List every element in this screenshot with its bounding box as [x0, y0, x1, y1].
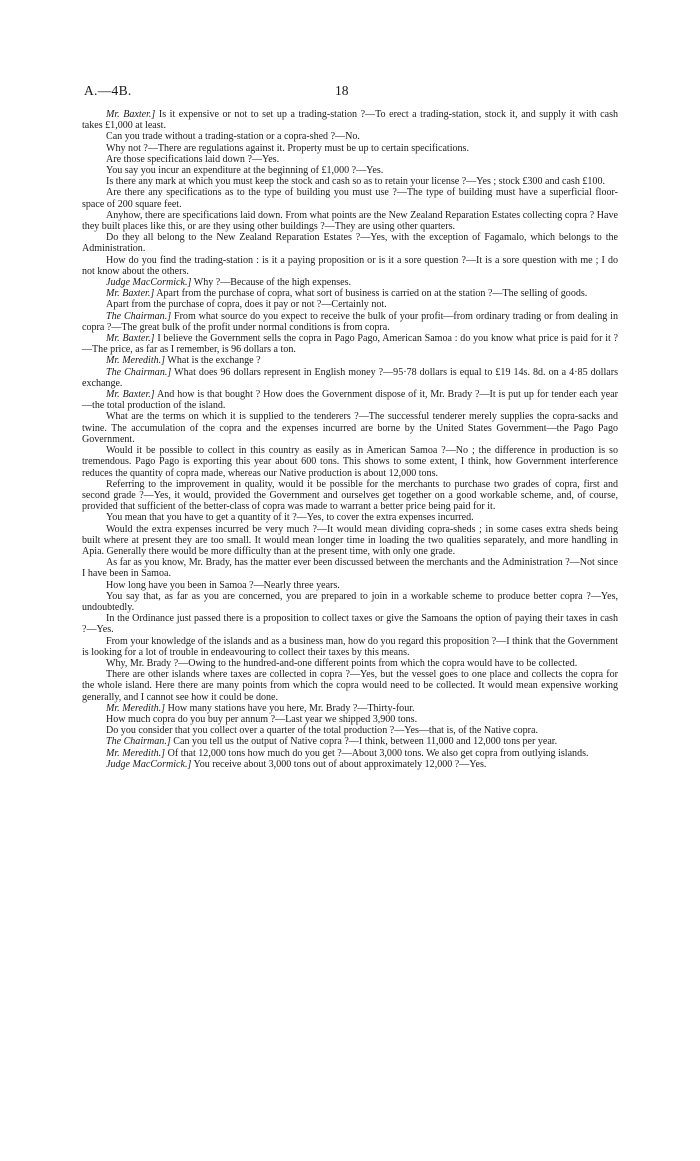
paragraph: [82, 557, 618, 579]
paragraph-text: What does 96 dollars represent in English money ?—95·78 dollars is equal to £19 14s. 8d. on a 4·85 dollars exchange.: [82, 366, 618, 389]
paragraph-text: You say that, as far as you are concerned, you are prepared to join in a workable scheme to produce better copra ?—Yes, undoubtedly.: [82, 590, 618, 613]
paragraph: [82, 143, 618, 154]
paragraph: [82, 210, 618, 232]
paragraph-text: How do you find the trading-station : is it a paying proposition or is it a sore question ?—It is a sore question with me ; I do not know about the others.: [82, 254, 618, 277]
speaker-label: The Chairman.]: [106, 310, 172, 322]
paragraph-text: Why, Mr. Brady ?—Owing to the hundred-and-one different points from which the copra would have to be collected.: [106, 657, 578, 669]
paragraph: [82, 311, 618, 333]
paragraph: [82, 131, 618, 142]
paragraph: [82, 591, 618, 613]
speaker-label: Mr. Meredith.]: [106, 355, 166, 367]
paragraph-text: Are there any specifications as to the type of building you must use ?—The type of building must have a superficial floor-space of 200 square feet.: [82, 187, 618, 210]
paragraph-text: You say you incur an expenditure at the beginning of £1,000 ?—Yes.: [106, 165, 384, 177]
paragraph: [82, 759, 618, 770]
paragraph-text: I believe the Government sells the copra in Pago Pago, American Samoa : do you know what price is paid for it ?—The price, as far as I remember, is 96 dollars a ton.: [82, 333, 619, 356]
paragraph: [82, 154, 618, 165]
paragraph: [82, 109, 618, 131]
paragraph: [82, 524, 618, 558]
page-reference: A.—4B.: [84, 83, 132, 98]
paragraph-text: Apart from the purchase of copra, what sort of business is carried on at the station ?—The selling of goods.: [154, 288, 588, 300]
paragraph: [82, 636, 618, 658]
paragraph-text: Would it be possible to collect in this country as easily as in American Samoa ?—No ; the difference in production is so tremendous. Pago Pago is exporting this year about 600 tons. This shows to some extent, I think, how Government interference reduces the quantity of copra made, whereas our Native production is about 12,000 tons.: [82, 445, 618, 479]
paragraph-text: How long have you been in Samoa ?—Nearly three years.: [106, 579, 340, 591]
paragraph-text: From what source do you expect to receive the bulk of your profit—from ordinary trading or from dealing in copra ?—The great bulk of the profit under normal conditions is from copra.: [82, 310, 618, 333]
paragraph: [82, 725, 618, 736]
paragraph: [82, 255, 618, 277]
speaker-label: Mr. Baxter.]: [106, 333, 155, 345]
paragraph: [82, 714, 618, 725]
paragraph-text: How much copra do you buy per annum ?—Last year we shipped 3,900 tons.: [106, 713, 418, 725]
paragraph: [82, 613, 618, 635]
paragraph: [82, 367, 618, 389]
speaker-label: The Chairman.]: [106, 736, 171, 748]
paragraph: [82, 299, 618, 310]
speaker-label: Mr. Baxter.]: [106, 288, 155, 300]
paragraph-text: Of that 12,000 tons how much do you get ?—About 3,000 tons. We also get copra from outlying islands.: [165, 747, 589, 759]
paragraph-text: Would the extra expenses incurred be very much ?—It would mean dividing copra-sheds ; in some cases extra sheds being built where at present they are too small. It would mean longer time in loading the two qualities separately, and more handling in Apia. Generally there would be more difficulty than at the present time, with only one grade.: [82, 523, 618, 557]
paragraph: [82, 333, 618, 355]
paragraph-text: In the Ordinance just passed there is a proposition to collect taxes or give the Samoans the option of paying their taxes in cash ?—Yes.: [82, 613, 618, 636]
page-number: 18: [335, 83, 349, 98]
paragraph: [82, 355, 618, 366]
paragraph-text: Can you tell us the output of Native copra ?—I think, between 11,000 and 12,000 tons per year.: [170, 736, 558, 748]
paragraph-text: Is it expensive or not to set up a trading-station ?—To erect a trading-station, stock it, and supply it with cash takes £1,000 at least.: [82, 109, 618, 132]
paragraph: [82, 669, 618, 703]
paragraph-text: What are the terms on which it is supplied to the tenderers ?—The successful tenderer merely supplies the copra-sacks and twine. The accumulation of the copra and the expenses incurred are borne by the United States Government—the Pago Pago Government.: [82, 411, 618, 445]
paragraph-text: There are other islands where taxes are collected in copra ?—Yes, but the vessel goes to one place and collects the copra for the whole island. Here there are many points from which the copra would need to be collected. It would mean expensive working generally, and I cannot see how it could be done.: [82, 669, 618, 703]
document-body: [82, 109, 618, 770]
paragraph-text: Do you consider that you collect over a quarter of the total production ?—Yes—that is, of the Native copra.: [106, 725, 538, 737]
speaker-label: Mr. Baxter.]: [106, 109, 156, 120]
paragraph: [82, 479, 618, 513]
paragraph-text: You receive about 3,000 tons out of about approximately 12,000 ?—Yes.: [191, 758, 487, 770]
paragraph-text: And how is that bought ? How does the Government dispose of it, Mr. Brady ?—It is put up for tender each year—the total production of the island.: [82, 389, 619, 412]
speaker-label: Judge MacCormick.]: [106, 758, 192, 770]
paragraph-text: Anyhow, there are specifications laid down. From what points are the New Zealand Reparation Estates collecting copra ? Have they built places like this, or are they using other buildings ?—They are using other quarters.: [82, 209, 618, 233]
paragraph: [82, 658, 618, 669]
paragraph: [82, 512, 618, 523]
paragraph-text: Is there any mark at which you must keep the stock and cash so as to retain your license ?—Yes ; stock £300 and cash £100.: [106, 176, 605, 188]
speaker-label: Mr. Meredith.]: [106, 747, 166, 759]
paragraph: [82, 165, 618, 176]
paragraph-text: As far as you know, Mr. Brady, has the matter ever been discussed between the merchants and the Administration ?—Not since I have been in Samoa.: [82, 557, 618, 580]
paragraph-text: Why ?—Because of the high expenses.: [191, 277, 352, 289]
paragraph-text: Are those specifications laid down ?—Yes.: [106, 153, 280, 165]
paragraph: [82, 580, 618, 591]
speaker-label: Mr. Meredith.]: [106, 702, 166, 714]
paragraph-text: You mean that you have to get a quantity of it ?—Yes, to cover the extra expenses incurred.: [106, 512, 474, 524]
paragraph-text: From your knowledge of the islands and as a business man, how do you regard this proposition ?—I think that the Government is looking for a lot of trouble in endeavouring to collect their taxes by this means.: [82, 635, 618, 658]
paragraph: [82, 748, 618, 759]
paragraph: [82, 411, 618, 445]
paragraph: [82, 736, 618, 747]
paragraph: [82, 176, 618, 187]
paragraph: [82, 703, 618, 714]
paragraph-text: How many stations have you here, Mr. Brady ?—Thirty-four.: [165, 702, 415, 714]
paragraph: [82, 232, 618, 254]
paragraph-text: Referring to the improvement in quality, would it be possible for the merchants to purchase two grades of copra, first and second grade ?—Yes, it would, provided the Government and ourselves get together on a good workable scheme, and, of course, provided that sufficient of the better-class of copra was made to warrant a better price being paid for it.: [82, 478, 618, 513]
speaker-label: Judge MacCormick.]: [106, 277, 192, 289]
paragraph: [82, 389, 618, 411]
paragraph: [82, 445, 618, 479]
speaker-label: Mr. Baxter.]: [106, 389, 155, 401]
paragraph-text: Apart from the purchase of copra, does it pay or not ?—Certainly not.: [106, 299, 387, 311]
paragraph-text: Do they all belong to the New Zealand Reparation Estates ?—Yes, with the exception of Fagamalo, which belongs to the Administration.: [82, 232, 618, 255]
paragraph: [82, 288, 618, 299]
paragraph: [82, 277, 618, 288]
paragraph-text: What is the exchange ?: [165, 355, 261, 367]
paragraph: [82, 187, 618, 209]
speaker-label: The Chairman.]: [106, 366, 172, 378]
paragraph-text: Why not ?—There are regulations against it. Property must be up to certain specifications.: [106, 142, 469, 154]
paragraph-text: Can you trade without a trading-station or a copra-shed ?—No.: [106, 131, 360, 143]
